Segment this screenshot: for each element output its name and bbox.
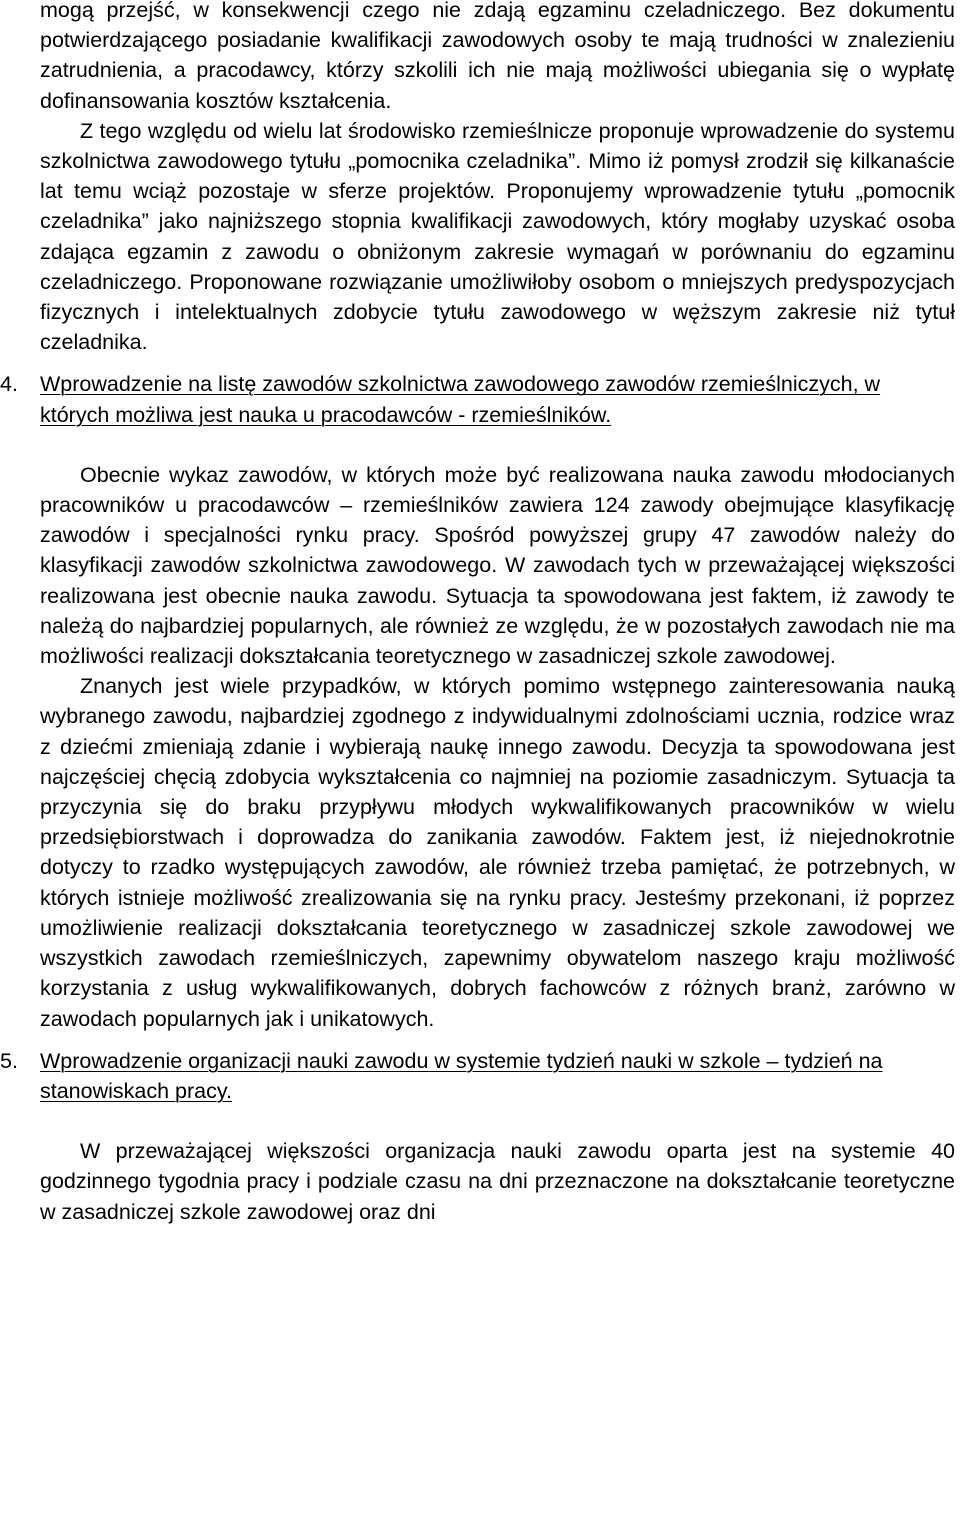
spacer	[40, 1034, 955, 1046]
paragraph-intro-continued: mogą przejść, w konsekwencji czego nie zdają egzaminu czeladniczego. Bez dokumentu potwierdzającego posiadanie kwalifikacji zawodowych osoby te mają trudności w znalezieniu zatrudnienia, a pracodawcy, którzy szkolili ich nie mają możliwości ubiegania się o wypłatę dofinansowania kosztów kształcenia.	[40, 0, 955, 113]
spacer	[40, 357, 955, 369]
section-4-number: 4.	[0, 372, 18, 397]
section-5-heading	[0, 1046, 955, 1106]
section-4-heading	[0, 369, 955, 429]
section-5-title: Wprowadzenie organizacji nauki zawodu w systemie tydzień nauki w szkole – tydzień na stanowiskach pracy.	[40, 1048, 883, 1103]
section-4-title: Wprowadzenie na listę zawodów szkolnictwa zawodowego zawodów rzemieślniczych, w których możliwa jest nauka u pracodawców - rzemieślników.	[40, 372, 881, 427]
section-5-number: 5.	[0, 1048, 18, 1073]
spacer	[40, 430, 955, 460]
section-4-paragraph-2: Znanych jest wiele przypadków, w których pomimo wstępnego zainteresowania nauką wybranego zawodu, najbardziej zgodnego z indywidualnymi zdolnościami ucznia, rodzice wraz z dziećmi zmieniają zdanie i wybierają naukę innego zawodu. Decyzja ta spowodowana jest najczęściej chęcią zdobycia wykształcenia co najmniej na poziomie zasadniczym. Sytuacja ta przyczynia się do braku przypływu młodych wykwalifikowanych pracowników w wielu przedsiębiorstwach i doprowadza do zanikania zawodów. Faktem jest, iż niejednokrotnie dotyczy to rzadko występujących zawodów, ale również trzeba pamiętać, że potrzebnych, w których istnieje możliwość zrealizowania się na rynku pracy. Jesteśmy przekonani, iż poprzez umożliwienie realizacji dokształcania teoretycznego w zasadniczej szkole zawodowej we wszystkich zawodach rzemieślniczych, zapewnimy obywatelom naszego kraju możliwość korzystania z usług wykwalifikowanych, dobrych fachowców z różnych branż, zarówno w zawodach popularnych jak i unikatowych.	[40, 674, 955, 1031]
section-5-paragraph-1: W przeważającej większości organizacja nauki zawodu oparta jest na systemie 40 godzinnego tygodnia pracy i podziale czasu na dni przeznaczone na dokształcanie teoretyczne w zasadniczej szkole zawodowej oraz dni	[40, 1139, 955, 1224]
paragraph-pomocnik-czeladnika: Z tego względu od wielu lat środowisko rzemieślnicze proponuje wprowadzenie do systemu szkolnictwa zawodowego tytułu „pomocnika czeladnika”. Mimo iż pomysł zrodził się kilkanaście lat temu wciąż pozostaje w sferze projektów. Proponujemy wprowadzenie tytułu „pomocnik czeladnika” jako najniższego stopnia kwalifikacji zawodowych, który mogłaby uzyskać osoba zdająca egzamin z zawodu o obniżonym zakresie wymagań w porównaniu do egzaminu czeladniczego. Proponowane rozwiązanie umożliwiłoby osobom o mniejszych predyspozycjach fizycznych i intelektualnych zdobycie tytułu zawodowego w węższym zakresie niż tytuł czeladnika.	[40, 118, 955, 355]
spacer	[40, 1106, 955, 1136]
section-4-paragraph-1: Obecnie wykaz zawodów, w których może być realizowana nauka zawodu młodocianych pracowników u pracodawców – rzemieślników zawiera 124 zawody obejmujące klasyfikację zawodów i specjalności rynku pracy. Spośród powyższej grupy 47 zawodów należy do klasyfikacji zawodów szkolnictwa zawodowego. W zawodach tych w przeważającej większości realizowana jest obecnie nauka zawodu. Sytuacja ta spowodowana jest faktem, iż zawody te należą do najbardziej popularnych, ale również ze względu, że w pozostałych zawodach nie ma możliwości realizacji dokształcania teoretycznego w zasadniczej szkole zawodowej.	[40, 462, 955, 669]
